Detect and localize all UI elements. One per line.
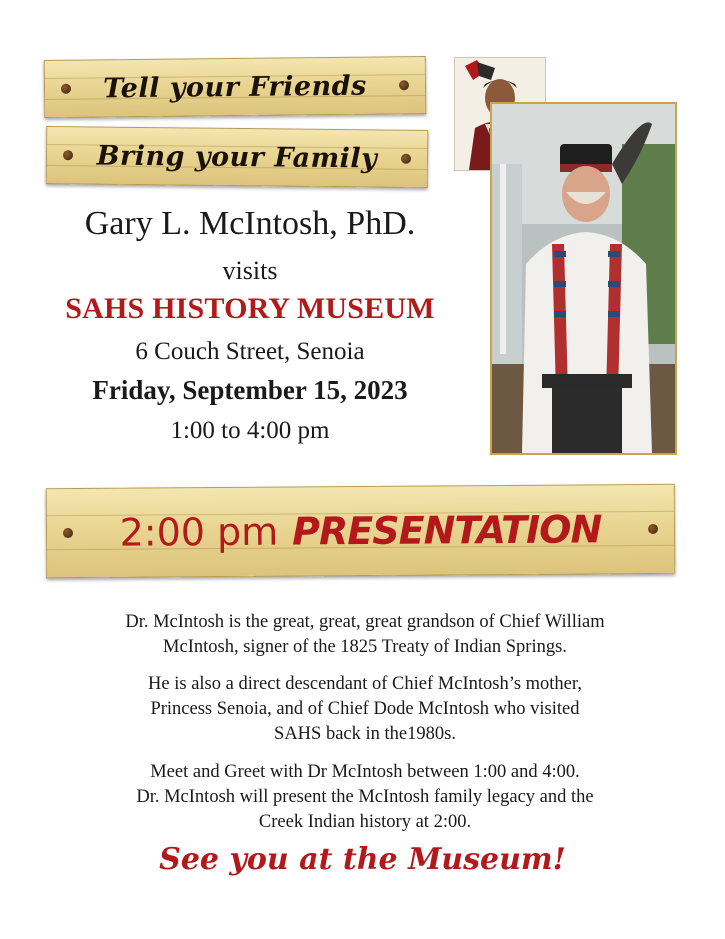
paragraph-line: McIntosh, signer of the 1825 Treaty of Indian Springs. (163, 637, 567, 657)
nail-icon (399, 80, 409, 90)
visits-text: visits (222, 256, 278, 285)
paragraph-line: He is also a direct descendant of Chief McIntosh’s mother, (148, 674, 582, 694)
nail-icon (63, 150, 73, 160)
nail-icon (63, 528, 73, 538)
lineage-paragraph (40, 610, 690, 660)
event-date: Friday, September 15, 2023 (92, 375, 408, 405)
paragraph-line: Creek Indian history at 2:00. (258, 812, 472, 832)
speaker-photo (490, 102, 677, 455)
paragraph-line: Meet and Greet with Dr McIntosh between 1:00 and 4:00. (150, 762, 580, 782)
descendant-paragraph (40, 672, 690, 747)
nail-icon (401, 154, 411, 164)
paragraph-line: Dr. McIntosh is the great, great, great grandson of Chief William (125, 612, 605, 632)
event-hours: 1:00 to 4:00 pm (170, 417, 330, 444)
presentation-label: PRESENTATION (292, 507, 602, 554)
speaker-name: Gary L. McIntosh, PhD. (84, 205, 416, 242)
banner-text-bring-family: Bring your Family (96, 140, 378, 174)
banner-text-tell-friends: Tell your Friends (103, 70, 367, 104)
venue-address: 6 Couch Street, Senoia (135, 338, 365, 365)
banner-tell-friends (44, 56, 427, 118)
nail-icon (61, 84, 71, 94)
paragraph-line: Princess Senoia, and of Chief Dode McIntosh who visited (150, 699, 580, 719)
banner-bring-family (46, 126, 429, 188)
presentation-text (120, 507, 602, 554)
meet-greet-paragraph (40, 760, 690, 835)
venue-name: SAHS HISTORY MUSEUM (65, 292, 435, 325)
banner-presentation (46, 484, 676, 578)
nail-icon (648, 524, 658, 534)
paragraph-line: Dr. McIntosh will present the McIntosh family legacy and the (136, 787, 594, 807)
paragraph-line: SAHS back in the1980s. (274, 724, 456, 744)
presentation-time: 2:00 pm (119, 509, 279, 555)
closing-message: See you at the Museum! (159, 842, 566, 877)
